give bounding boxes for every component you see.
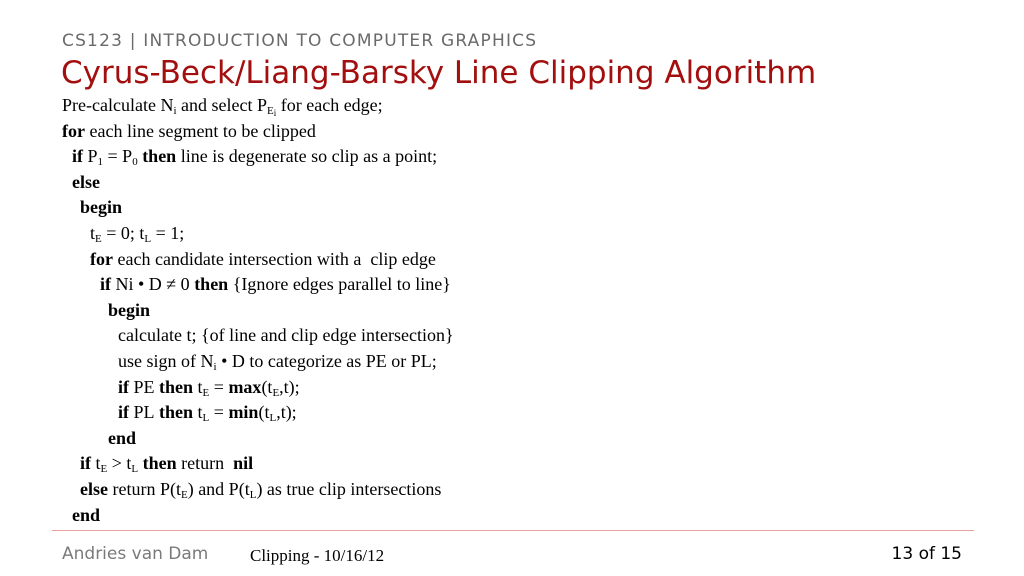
code-line-14: end bbox=[108, 427, 137, 448]
code-line-9: begin bbox=[108, 299, 151, 320]
code-line-2: for each line segment to be clipped bbox=[62, 120, 316, 141]
code-line-10: calculate t; {of line and clip edge intersection} bbox=[118, 325, 454, 346]
code-line-5: begin bbox=[80, 197, 123, 218]
footer-title: Clipping - 10/16/12 bbox=[250, 546, 385, 565]
footer-author: Andries van Dam bbox=[62, 544, 209, 564]
pseudocode-block bbox=[62, 93, 454, 528]
code-line-6: $t_E = 0$; $t_L = 1$; bbox=[90, 222, 185, 245]
code-line-17: end bbox=[72, 504, 101, 525]
code-line-1: Pre-calculate $N_i$ and select $P_{E_i}$ for each edge; bbox=[62, 95, 383, 118]
code-line-13: if PL then $t_L = \min(t_L,t)$; bbox=[118, 402, 297, 425]
code-line-12: if PE then $t_E = \max(t_E,t)$; bbox=[118, 376, 300, 399]
code-line-7: for each candidate intersection with a clip edge bbox=[90, 248, 436, 269]
code-line-4: else bbox=[72, 171, 100, 192]
footer-divider bbox=[52, 530, 974, 531]
slide-title: Cyrus-Beck/Liang-Barsky Line Clipping Algorithm bbox=[61, 55, 817, 91]
page-number: 13 of 15 bbox=[891, 544, 962, 564]
code-line-3: if $P_1 = P_0$ then line is degenerate so clip as a point; bbox=[72, 146, 438, 169]
code-line-8: if Ni • D ≠ 0 then {Ignore edges parallel to line} bbox=[100, 274, 451, 295]
code-line-16: else return $P(t_E)$ and $P(t_L)$ as true clip intersections bbox=[80, 478, 442, 501]
code-line-15: if $t_E > t_L$ then return nil bbox=[80, 453, 254, 476]
code-line-11: use sign of $N_i$ • D to categorize as PE or PL; bbox=[118, 350, 437, 373]
course-header: CS123 | INTRODUCTION TO COMPUTER GRAPHICS bbox=[62, 31, 538, 51]
